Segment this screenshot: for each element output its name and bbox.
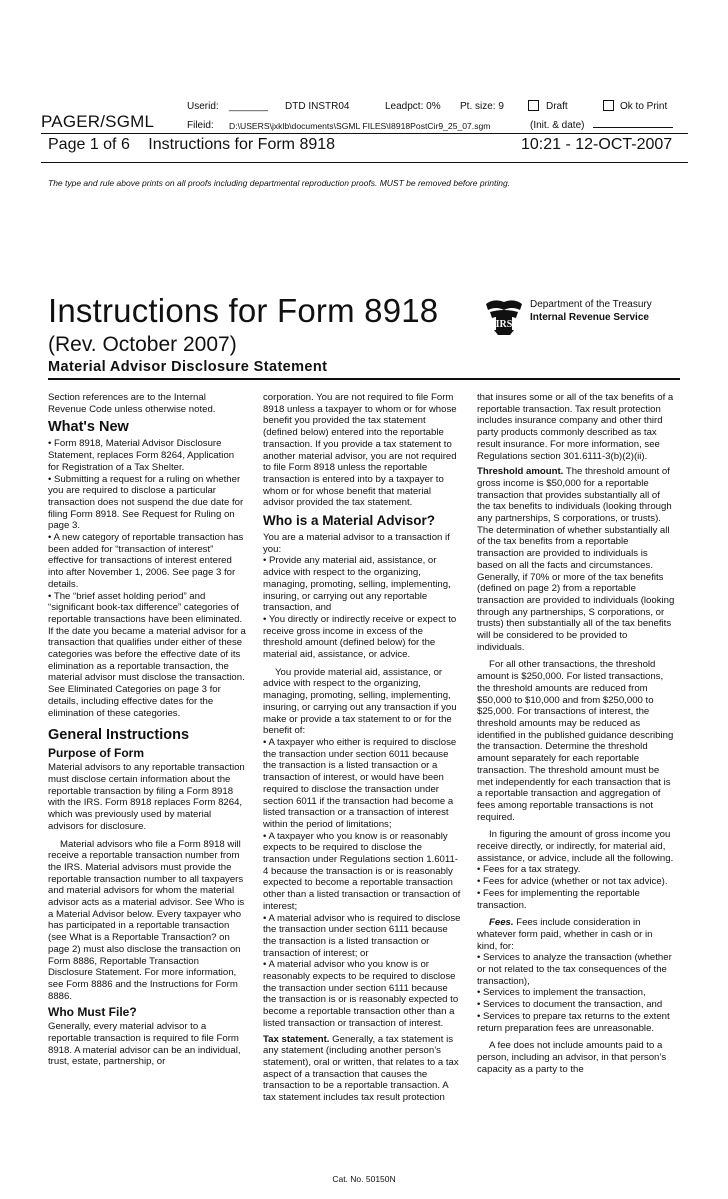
form-subtitle: Material Advisor Disclosure Statement (48, 359, 328, 375)
list-item: • You directly or indirectly receive or expect to receive gross income in excess of the threshold amount (defined below) for the material aid, assistance, or advice. (263, 613, 457, 661)
column-3 (477, 392, 675, 1075)
paragraph: corporation. You are not required to file Form 8918 unless a taxpayer to whom or for whose benefit you provided the tax statement (defined below) entered into the reportable transaction. If you provide a tax statement to another material advisor, you are not required to file Form 8918 unless the reportable transaction is entered into by a taxpayer to whom or for whose benefit that material advisor provided the tax statement. (263, 392, 457, 509)
revision-date: (Rev. October 2007) (48, 333, 237, 356)
fileid-value: D:\USERS\jxklb\documents\SGML FILES\I8918PostCir9_25_07.sgm (229, 121, 491, 131)
irs-label: Internal Revenue Service (530, 312, 649, 323)
column-2 (263, 392, 461, 1104)
paragraph: A fee does not include amounts paid to a person, including an advisor, in that person’s capacity as a party to the (477, 1040, 667, 1075)
doc-name: Instructions for Form 8918 (148, 136, 336, 153)
ok-to-print-label: Ok to Print (620, 101, 668, 112)
threshold-amount-term: Threshold amount. (477, 466, 564, 478)
ok-to-print-checkbox[interactable] (603, 100, 614, 111)
list-item: • A taxpayer who you know is or reasonably expects to be required to disclose the transaction under Regulations section 1.6011-4 because the transaction is or is reasonably expected to become a reportable transaction other than a listed transaction or transaction of interest; (263, 830, 461, 912)
page-of: Page 1 of 6 (48, 136, 130, 153)
heading-purpose-of-form: Purpose of Form (48, 746, 145, 761)
intro-paragraph: Section references are to the Internal Revenue Code unless otherwise noted. (48, 392, 216, 415)
list-item: • Services to prepare tax returns to the extent return preparation fees are unreasonable. (477, 1010, 670, 1034)
title-rule (48, 378, 680, 380)
heading-who-must-file: Who Must File? (48, 1005, 137, 1020)
paragraph: Material advisors to any reportable transaction must disclose certain information about the reportable transaction by filing a Form 8918 with the IRS. Form 8918 replaces Form 8264, which was previously used by material advisors for disclosure. (48, 762, 245, 832)
fileid-label: Fileid: (187, 120, 214, 131)
leadpct-label: Leadpct: 0% (385, 101, 441, 112)
paragraph: You are a material advisor to a transaction if you: (263, 532, 450, 555)
list-item: • Fees for implementing the reportable transaction. (477, 887, 640, 911)
heading-whats-new: What's New (48, 419, 129, 436)
page-info (48, 136, 349, 154)
list-item: • Services to implement the transaction, (477, 987, 646, 999)
fees-term: Fees. (489, 917, 514, 929)
list-item: • A taxpayer who either is required to disclose the transaction under section 6011 because the transaction is a listed transaction or a transaction of interest, or would have been required to disclose the transaction under section 6011 if the transaction had become a listed transaction or a transaction of interest within the period of limitations; (263, 736, 457, 830)
userid-label: Userid: (187, 101, 219, 112)
paragraph: Generally, every material advisor to a reportable transaction is required to file Form 8918. A material advisor can be an individual, trust, estate, partnership, or (48, 1021, 241, 1068)
proof-rule-top (41, 133, 688, 134)
proof-timestamp: 10:21 - 12-OCT-2007 (521, 136, 673, 153)
pager-sgml-label: PAGER/SGML (41, 112, 155, 131)
list-item: • The “brief asset holding period” and “significant book-tax difference” categories of reportable transactions have been eliminated. If the date you became a material advisor for a transaction that qualifies under either of these categories was before the effective date of its elimination as a reportable transaction, the material advisor must disclose the transaction. See Eliminated Categories on page 3 for details, including effective dates for the elimination of these categories. (48, 590, 246, 719)
dtd-label: DTD INSTR04 (285, 101, 350, 112)
list-item: • Fees for a tax strategy. (477, 864, 581, 876)
paragraph: In figuring the amount of gross income you receive directly, or indirectly, for material aid, assistance, or advice, include all the following. (477, 829, 674, 864)
form-title: Instructions for Form 8918 (48, 292, 439, 329)
fees-definition: Fees include consideration in whatever form paid, whether in cash or in kind, for: (477, 917, 653, 952)
init-date-label: (Init. & date) (530, 120, 585, 131)
department-label: Department of the Treasury (530, 299, 652, 310)
list-item: • Submitting a request for a ruling on whether you are required to disclose a particular transaction does not suspend the due date for filing Form 8918. See Request for Ruling on page 3. (48, 473, 244, 532)
proof-header (0, 0, 728, 200)
draft-label: Draft (546, 101, 568, 112)
agency-block (530, 298, 652, 324)
catalog-number: Cat. No. 50150N (332, 1174, 396, 1184)
paragraph: You provide material aid, assistance, or advice with respect to the organizing, managing, promoting, selling, implementing, insuring, or carrying out any transaction if you make or provide a tax statement to or for the benefit of: (263, 666, 457, 737)
list-item: • Provide any material aid, assistance, or advice with respect to the organizing, managing, promoting, selling, implementing, insuring, or carrying out any reportable transaction, and (263, 555, 451, 614)
tax-statement-term: Tax statement. (263, 1033, 330, 1045)
heading-who-is-material-advisor: Who is a Material Advisor? (263, 513, 436, 529)
irs-eagle-logo-icon (482, 296, 526, 336)
list-item: • A material advisor who is required to disclose the transaction under section 6111 because the transaction is a listed transaction or transaction of interest; or (263, 912, 461, 959)
paragraph: For all other transactions, the threshold amount is $250,000. For listed transactions, the threshold amounts are reduced from $50,000 to $10,000 and from $250,000 to $25,000. For transactions of interest, the threshold amounts may be reduced as identified in the published guidance describing the transaction. Determine the threshold amount separately for each reportable transaction. The threshold amount must be met independently for each transaction that is a reportable transaction and aggregation of fees among reportable transactions is not required. (477, 659, 674, 823)
tax-statement-definition: Generally, a tax statement is any statement (including another person’s statement), oral or written, that relates to a tax aspect of a transaction that causes the transaction to be a reportable transaction. A tax statement includes tax result protection (263, 1033, 459, 1104)
draft-checkbox[interactable] (528, 100, 539, 111)
column-1 (48, 392, 246, 1068)
paragraph: Material advisors who file a Form 8918 will receive a reportable transaction number from the IRS. Material advisors must provide the reportable transaction number to all taxpayers and material advisors for whom the material advisor acts as a material advisor. See Who is a Material Advisor below. Every taxpayer who has participated in a reportable transaction (see What is a Reportable Transaction? on page 2) must also disclose the transaction on Form 8886, Reportable Transaction Disclosure Statement. For more information, see Form 8886 and the Instructions for Form 8886. (48, 838, 245, 1002)
list-item: • A material advisor who you know is or reasonably expects to be required to disclose the transaction under section 6111 because the transaction is or is reasonably expected to become a reportable transaction other than a listed transaction or transaction of interest. (263, 959, 459, 1029)
threshold-amount-definition: The threshold amount of gross income is $50,000 for a reportable transaction that provides substantially all of the tax benefits to individuals (looking through any partnerships, S corporations, or trusts). The determination of whether substantially all of the tax benefits from a reportable transaction are provided to individuals is based on all the facts and circumstances. Generally, if 70% or more of the tax benefits (defined on page 2) from a reportable transaction are provided to individuals (looking through any partnerships, S corporations, or trusts) then substantially all of the tax benefits will be considered to be provided to individuals. (477, 466, 675, 653)
heading-general-instructions: General Instructions (48, 727, 190, 744)
list-item: • Services to analyze the transaction (whether or not related to the tax consequences of the transaction), (477, 952, 672, 987)
list-item: • Form 8918, Material Advisor Disclosure Statement, replaces Form 8264, Application for Registration of a Tax Shelter. (48, 438, 235, 473)
list-item: • Services to document the transaction, and (477, 999, 663, 1011)
list-item: • Fees for advice (whether or not tax advice). (477, 876, 668, 888)
list-item: • A new category of reportable transaction has been added for “transaction of interest” effective for transactions of interest entered into after November 1, 2006. See page 3 for details. (48, 532, 244, 590)
proof-rule-bottom (41, 162, 688, 163)
userid-value: _______ (229, 101, 268, 112)
init-date-line (593, 127, 673, 128)
paragraph: that insures some or all of the tax benefits of a reportable transaction. Tax result protection includes insurance company and other third party products commonly described as tax result insurance. For more information, see Regulations section 301.6111-3(b)(2)(ii). (477, 392, 674, 462)
svg-text:IRS: IRS (495, 319, 513, 330)
ptsize-label: Pt. size: 9 (460, 101, 504, 112)
proof-note: The type and rule above prints on all proofs including departmental reproduction proofs. MUST be removed before printing. (48, 178, 511, 188)
